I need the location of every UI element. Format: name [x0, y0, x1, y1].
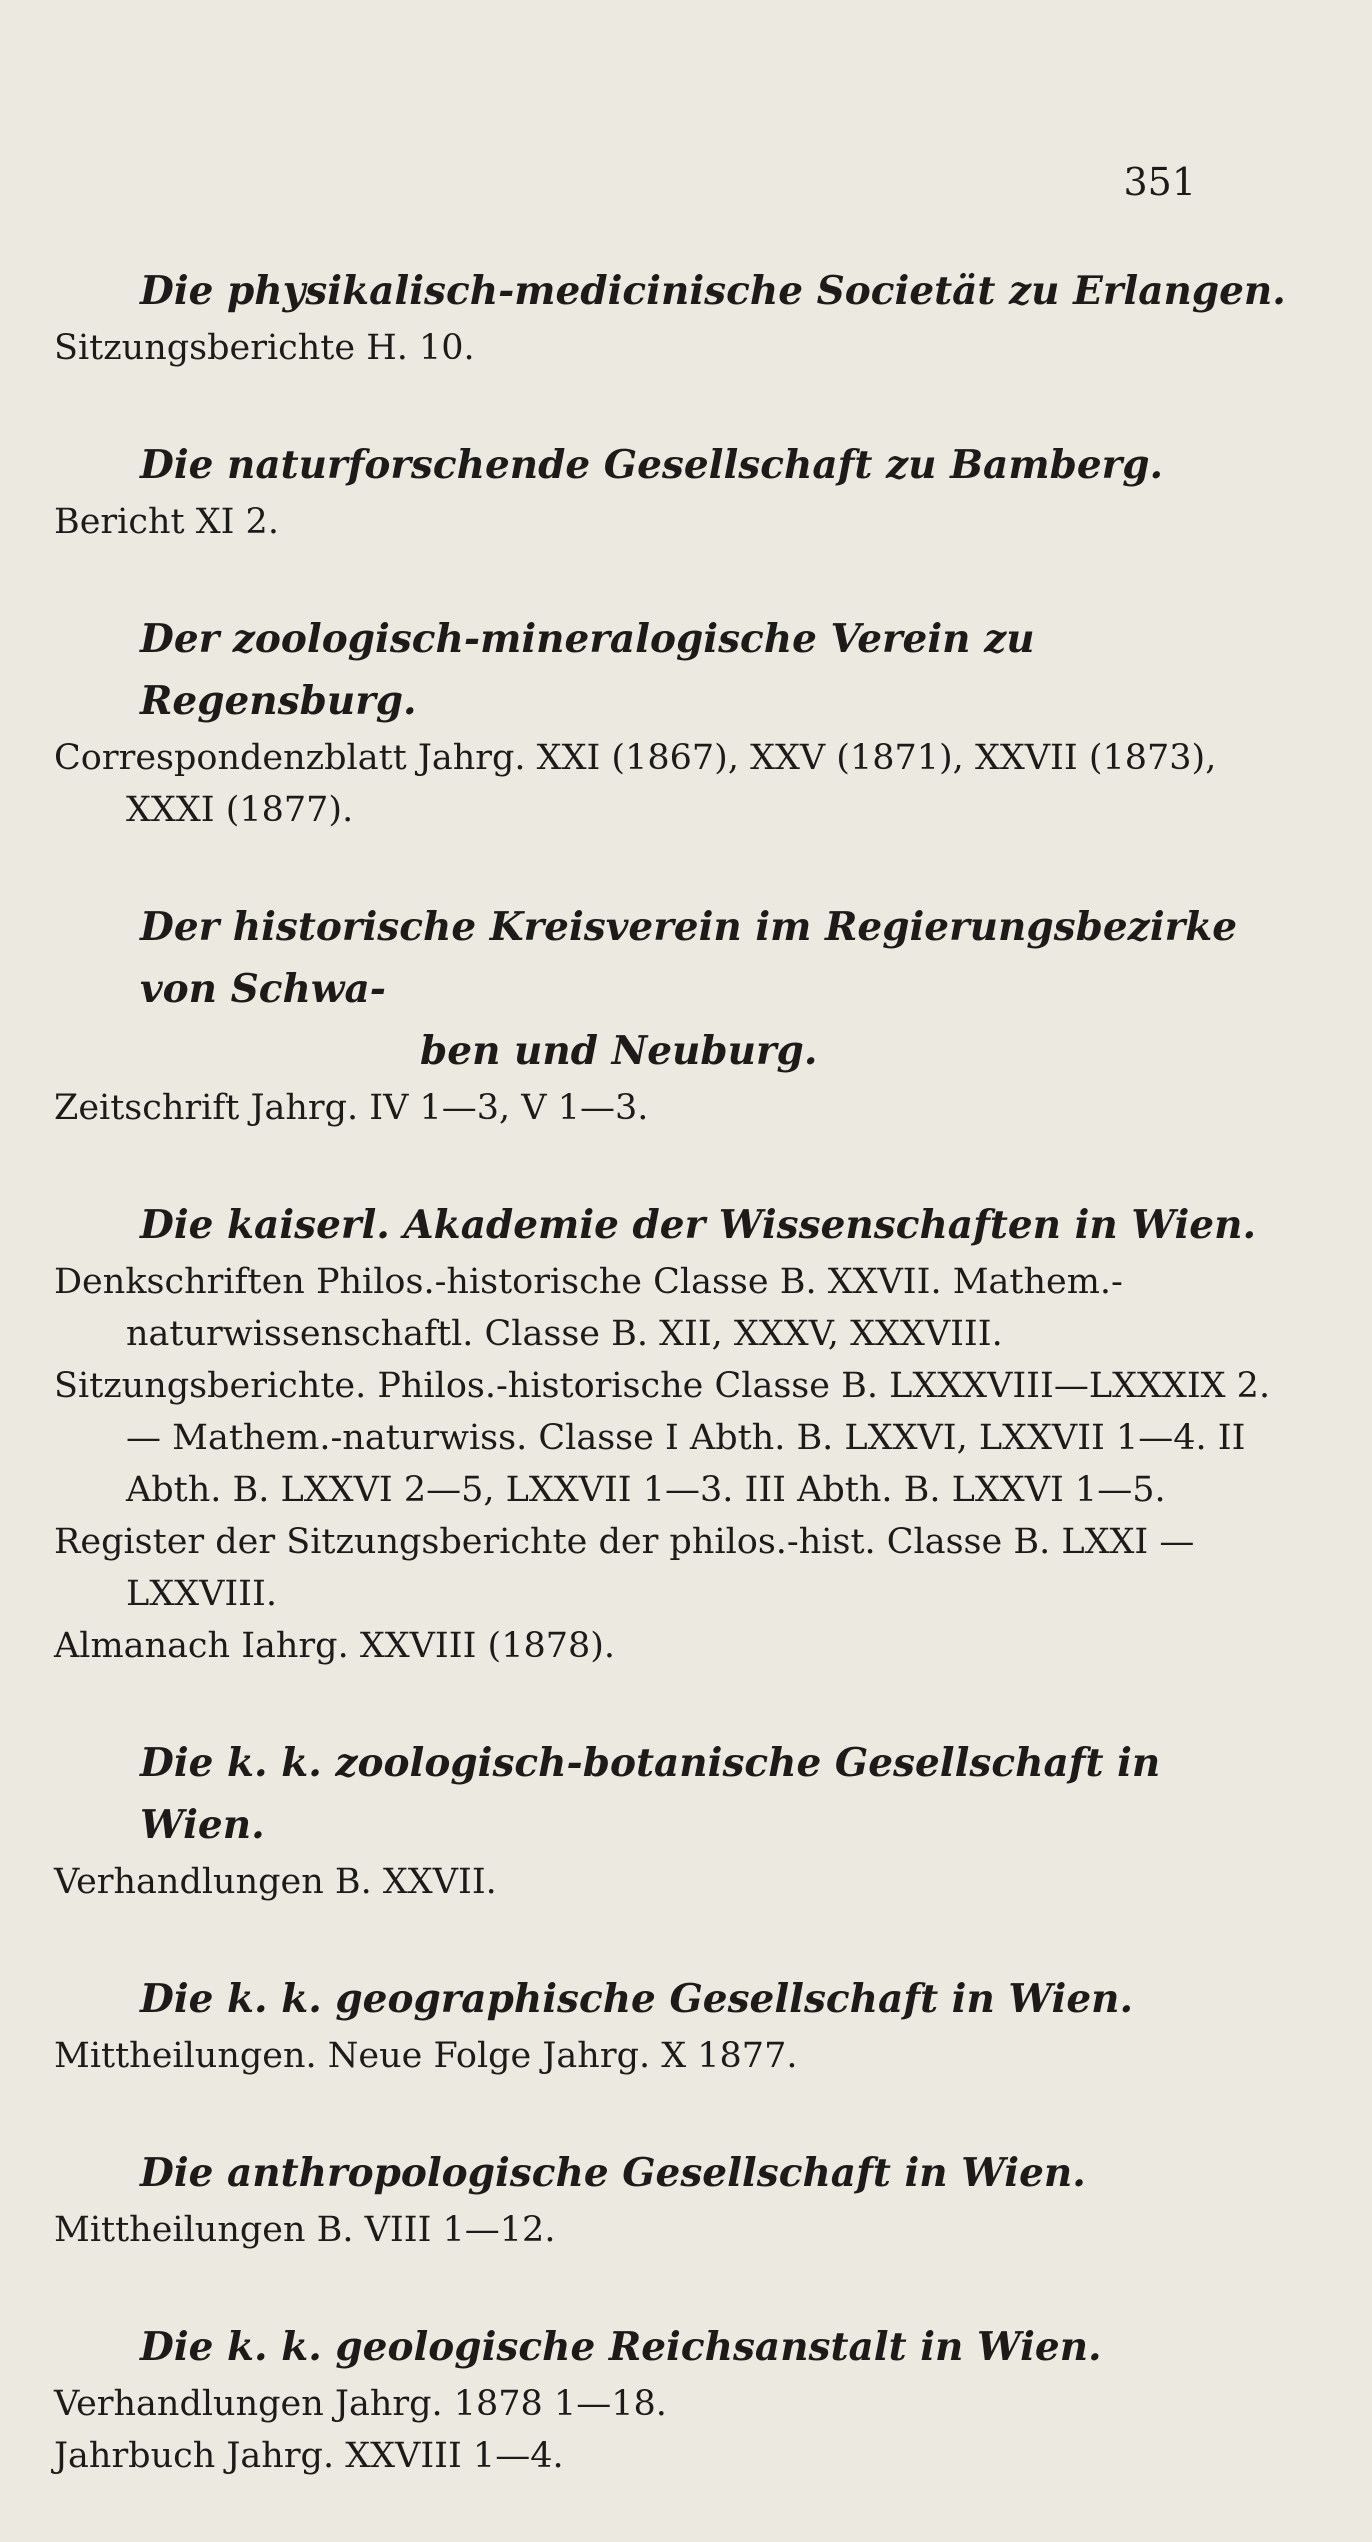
publication-line: Jahrbuch Jahrg. XXVIII 1—4. [54, 2436, 564, 2476]
publication-line: Register der Sitzungsberichte der philos.-hist. Classe B. LXXI —LXXVIII. [54, 1522, 1195, 1614]
society-heading [140, 608, 1294, 732]
society-heading-line: Der zoologisch-mineralogische Verein zu Regensburg. [140, 616, 1035, 724]
publication-line: Sitzungsberichte. Philos.-historische Classe B. LXXXVIII—LXXXIX 2. — Mathem.-naturwiss. Classe I Abth. B. LXXVI, LXXVII 1—4. II Abth. B. LXXVI 2—5, LXXVII 1—3. III Abth. B. LXXVI 1—5. [54, 1366, 1271, 1510]
society-heading-line: Der historische Kreisverein im Regierungsbezirke von Schwa- [140, 904, 1238, 1012]
publication-line: Correspondenzblatt Jahrg. XXI (1867), XXV (1871), XXVII (1873), XXXI (1877). [54, 738, 1217, 830]
society-heading [140, 2142, 1294, 2204]
society-heading-line: ben und Neuburg. [420, 1028, 818, 1074]
society-heading-line: Die naturforschende Gesellschaft zu Bamberg. [140, 442, 1164, 488]
society-heading-line: Die k. k. zoologisch-botanische Gesellschaft in Wien. [140, 1740, 1161, 1848]
society-heading-line: Die k. k. geographische Gesellschaft in Wien. [140, 1976, 1134, 2022]
society-heading-line: Die anthropologische Gesellschaft in Wien. [140, 2150, 1086, 2196]
society-entry [54, 1732, 1294, 1908]
society-heading [140, 896, 1294, 1082]
society-heading [140, 2316, 1294, 2378]
society-heading [140, 434, 1294, 496]
publication-line: Bericht XI 2. [54, 502, 279, 542]
publication-line: Sitzungsberichte H. 10. [54, 328, 475, 368]
page-number: 351 [1123, 160, 1196, 204]
publication-line: Verhandlungen B. XXVII. [54, 1862, 497, 1902]
society-entry [54, 896, 1294, 1134]
society-heading-line: Die k. k. geologische Reichsanstalt in Wien. [140, 2324, 1102, 2370]
society-entry [54, 608, 1294, 836]
society-entry [54, 2142, 1294, 2256]
publication-line: Verhandlungen Jahrg. 1878 1—18. [54, 2384, 667, 2424]
society-heading-line: Die kaiserl. Akademie der Wissenschaften in Wien. [140, 1202, 1257, 1248]
entry-list [54, 260, 1294, 2542]
publication-line: Almanach Iahrg. XXVIII (1878). [54, 1626, 616, 1666]
society-entry [54, 260, 1294, 374]
society-entry [54, 1194, 1294, 1672]
society-entry [54, 2316, 1294, 2482]
society-heading [140, 1968, 1294, 2030]
society-heading-line: Die physikalisch-medicinische Societät zu Erlangen. [140, 268, 1286, 314]
society-entry [54, 1968, 1294, 2082]
society-heading [140, 260, 1294, 322]
society-entry [54, 434, 1294, 548]
publication-line: Mittheilungen B. VIII 1—12. [54, 2210, 556, 2250]
publication-line: Denkschriften Philos.-historische Classe B. XXVII. Mathem.-naturwissenschaftl. Classe B. XII, XXXV, XXXVIII. [54, 1262, 1123, 1354]
publication-line: Zeitschrift Jahrg. IV 1—3, V 1—3. [54, 1088, 649, 1128]
publication-line: Mittheilungen. Neue Folge Jahrg. X 1877. [54, 2036, 798, 2076]
society-heading [140, 1732, 1294, 1856]
society-heading [140, 1194, 1294, 1256]
